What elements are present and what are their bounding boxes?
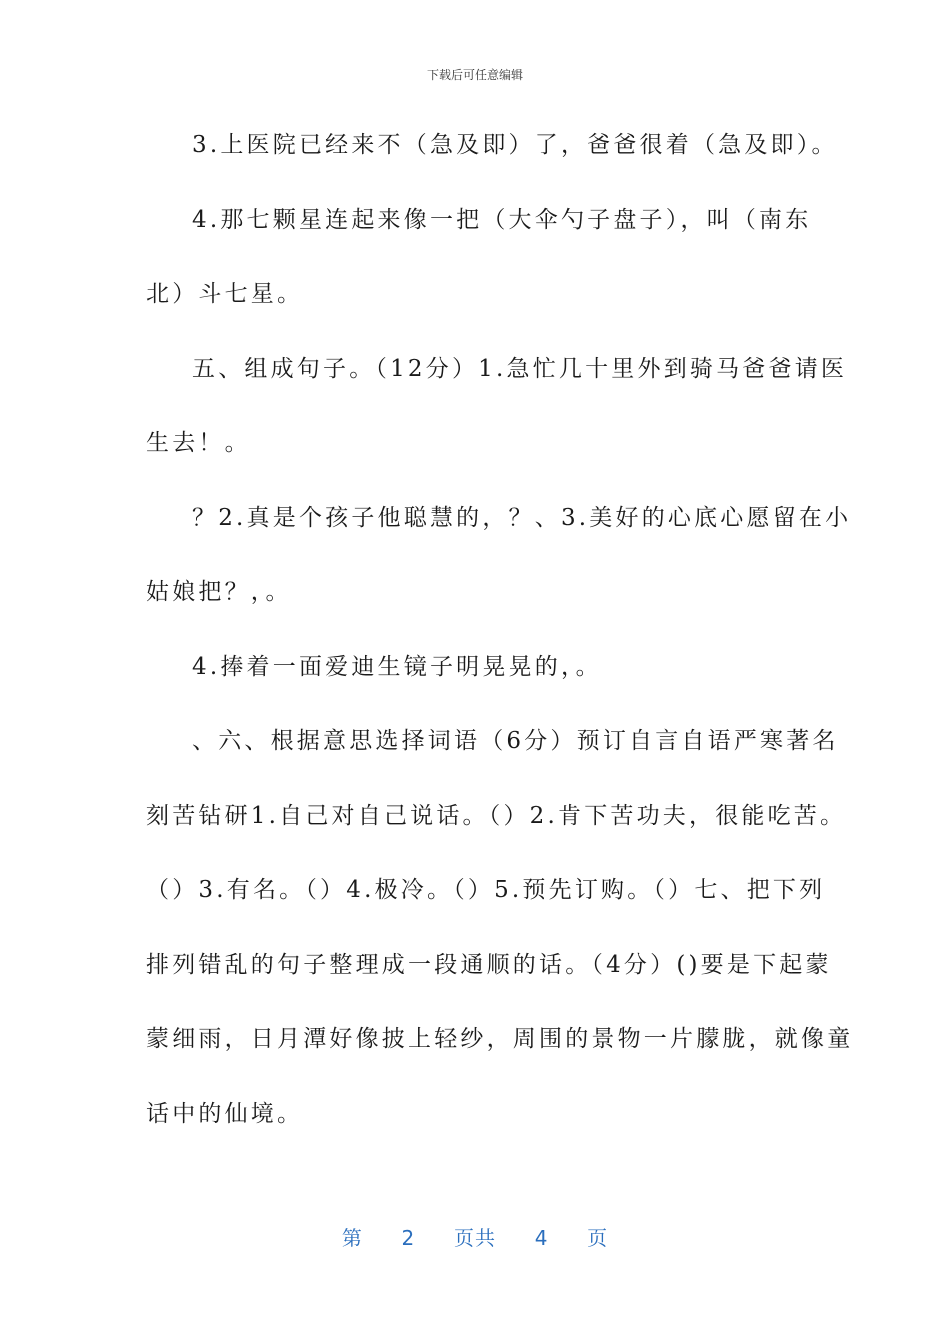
text-line: ？2.真是个孩子他聪慧的，？、3.美好的心底心愿留在小 [192, 504, 852, 531]
text-line: 北）斗七星。 [146, 281, 304, 307]
current-page-number: 2 [401, 1226, 416, 1250]
text-line: 姑娘把？，。 [146, 579, 292, 605]
text-line: （）3.有名。（）4.极冷。（）5.预先订购。（）七、把下列 [146, 877, 826, 903]
text-line: 五、组成句子。（12分）1.急忙几十里外到骑马爸爸请医 [192, 355, 848, 382]
page-footer [0, 1222, 950, 1251]
document-body [146, 108, 854, 1151]
total-page-number: 4 [534, 1226, 549, 1250]
text-line: 生去！。 [146, 430, 251, 456]
text-line: 蒙细雨，日月潭好像披上轻纱，周围的景物一片朦胧，就像童 [146, 1026, 854, 1052]
text-line: 话中的仙境。 [146, 1100, 304, 1127]
text-line: 4.那七颗星连起来像一把（大伞勺子盘子），叫（南东 [192, 206, 812, 233]
text-line: 排列错乱的句子整理成一段通顺的话。（4分）()要是下起蒙 [146, 951, 832, 978]
footer-middle: 页共 [454, 1226, 496, 1250]
text-line: 、六、根据意思选择词语（6分）预订自言自语严寒著名 [192, 728, 839, 754]
page-header: 下载后可任意编辑 [426, 68, 523, 82]
footer-suffix: 页 [587, 1226, 609, 1250]
text-line: 4.捧着一面爱迪生镜子明晃晃的，。 [192, 653, 602, 680]
text-line: 刻苦钻研1.自己对自己说话。（）2.肯下苦功夫，很能吃苦。 [146, 802, 847, 829]
text-line: 3.上医院已经来不（急及即）了，爸爸很着（急及即）。 [192, 132, 838, 158]
footer-prefix: 第 [341, 1226, 363, 1250]
